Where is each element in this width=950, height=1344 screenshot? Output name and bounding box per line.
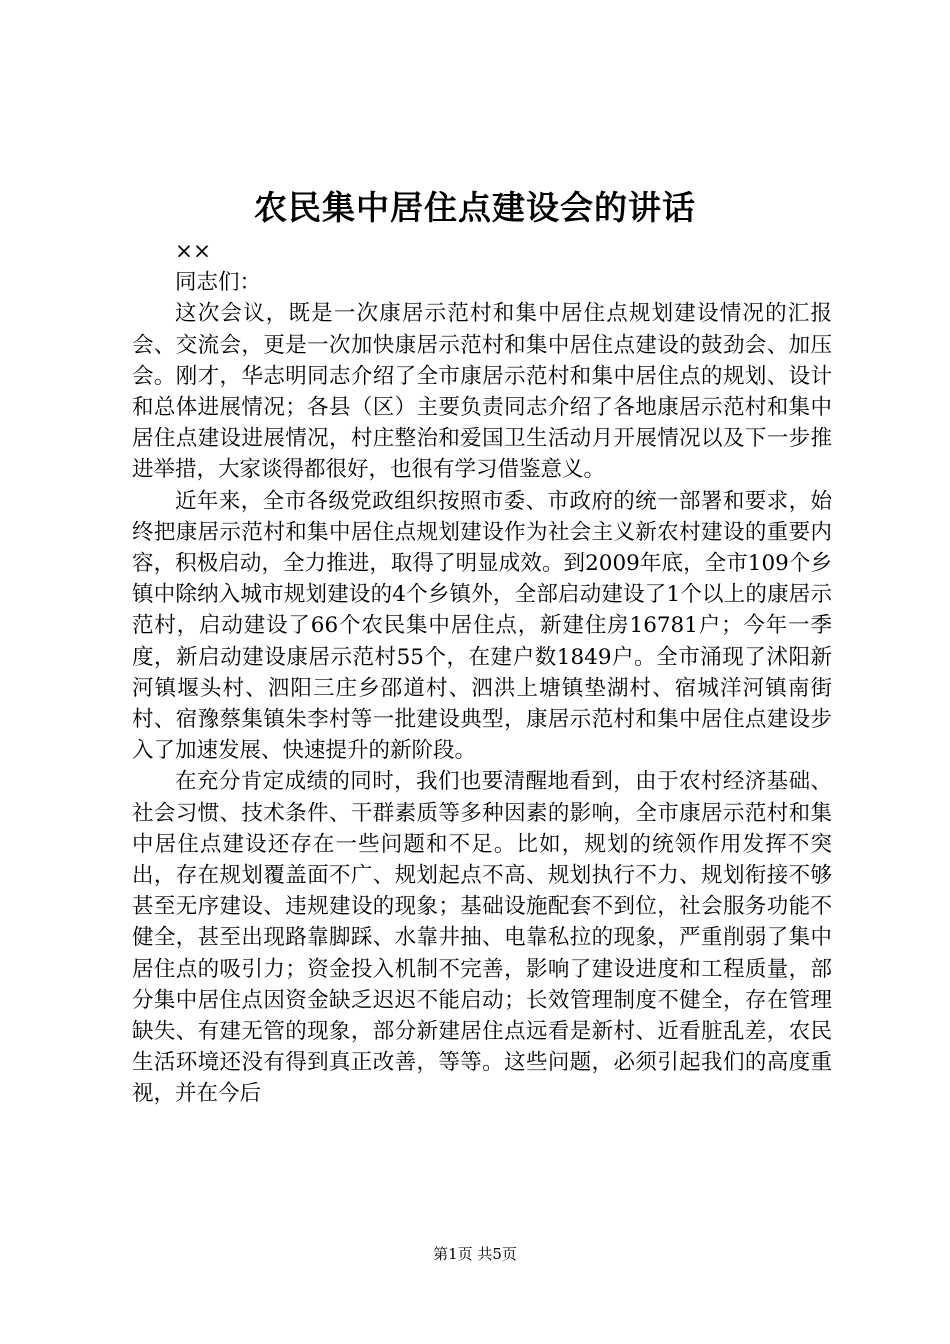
paragraph: 这次会议，既是一次康居示范村和集中居住点规划建设情况的汇报会、交流会，更是一次加快康居示范村和集中居住点建设的鼓劲会、加压会。刚才，华志明同志介绍了全市康居示范村和集中居住点的规划、设计和总体进展情况；各县（区）主要负责同志介绍了各地康居示范村和集中居住点建设进展情况，村庄整治和爱国卫生活动月开展情况以及下一步推进举措，大家谈得都很好，也很有学习借鉴意义。	[132, 301, 832, 483]
salutation: 同志们：	[175, 270, 262, 296]
document-title: 农民集中居住点建设会的讲话	[254, 188, 696, 227]
paragraph: 在充分肯定成绩的同时，我们也要清醒地看到，由于农村经济基础、社会习惯、技术条件、干群素质等多种因素的影响，全市康居示范村和集中居住点建设还存在一些问题和不足。比如，规划的统领作用发挥不突出，存在规划覆盖面不广、规划起点不高、规划执行不力、规划衔接不够甚至无序建设、违规建设的现象；基础设施配套不到位，社会服务功能不健全，甚至出现路靠脚踩、水靠井抽、电靠私拉的现象，严重削弱了集中居住点的吸引力；资金投入机制不完善，影响了建设进度和工程质量，部分集中居住点因资金缺乏迟迟不能启动；长效管理制度不健全，存在管理缺失、有建无管的现象，部分新建居住点远看是新村、近看脏乱差，农民生活环境还没有得到真正改善，等等。这些问题，必须引起我们的高度重视，并在今后	[132, 769, 832, 1107]
document-body	[132, 236, 832, 1110]
page-footer: 第1页 共5页	[433, 1245, 517, 1263]
author-line: ××	[175, 239, 212, 264]
paragraph: 近年来，全市各级党政组织按照市委、市政府的统一部署和要求，始终把康居示范村和集中居住点规划建设作为社会主义新农村建设的重要内容，积极启动，全力推进，取得了明显成效。到2009年底，全市109个乡镇中除纳入城市规划建设的4个乡镇外，全部启动建设了1个以上的康居示范村，启动建设了66个农民集中居住点，新建住房16781户；今年一季度，新启动建设康居示范村55个，在建户数1849户。全市涌现了沭阳新河镇堰头村、泗阳三庄乡邵道村、泗洪上塘镇垫湖村、宿城洋河镇南街村、宿豫蔡集镇朱李村等一批建设典型，康居示范村和集中居住点建设步入了加速发展、快速提升的新阶段。	[132, 488, 832, 764]
